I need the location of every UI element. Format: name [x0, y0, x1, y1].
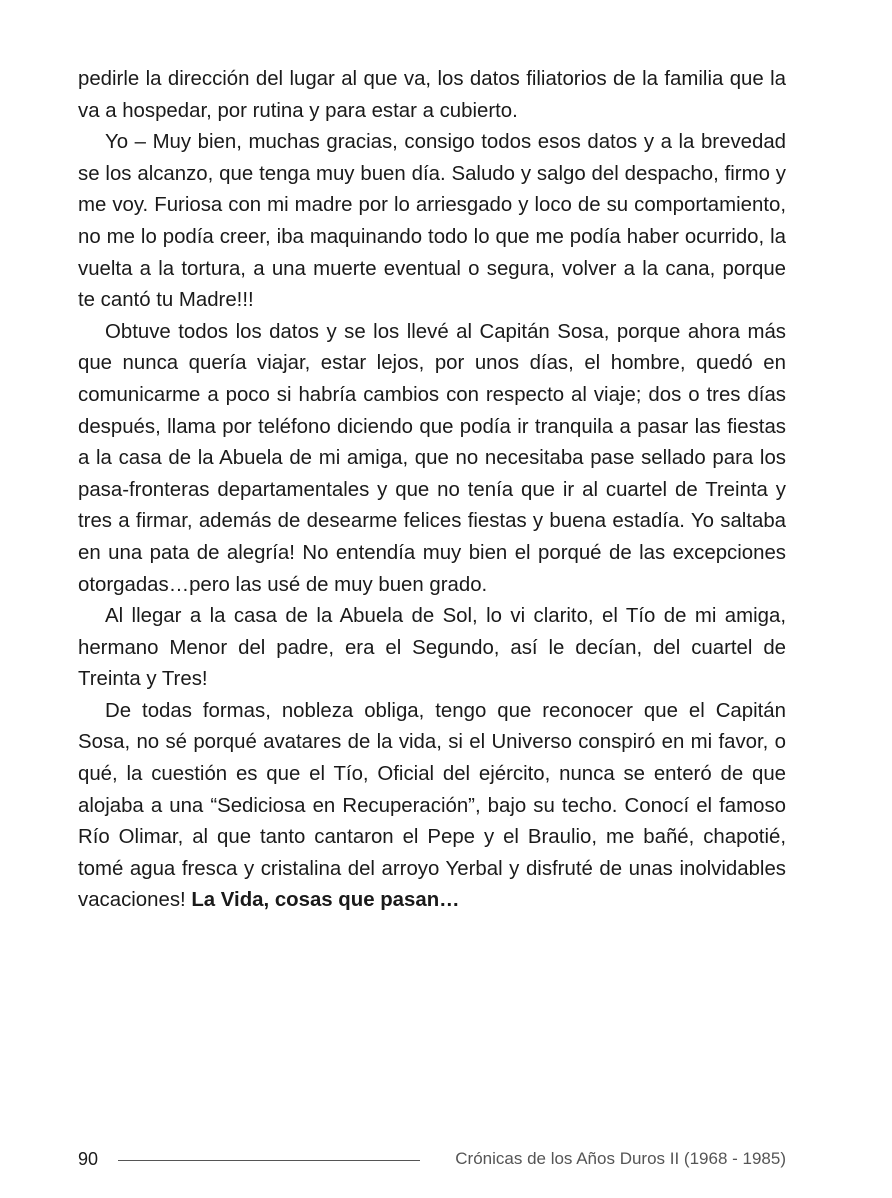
running-title: Crónicas de los Años Duros II (1968 - 1985)	[455, 1149, 786, 1168]
footer-rule	[118, 1160, 420, 1161]
page-number: 90	[78, 1149, 99, 1169]
page-body	[78, 64, 786, 917]
paragraph-2: Yo – Muy bien, muchas gracias, consigo todos esos datos y a la brevedad se los alcanzo, que tenga muy buen día. Saludo y salgo del despacho, firmo y me voy. Furiosa con mi madre por lo arriesgado y loco de su comportamiento, no me lo podía creer, iba maquinando todo lo que me podía haber ocurrido, la vuelta a la tortura, a una muerte eventual o segura, volver a la cana, porque te cantó tu Madre!!!	[78, 131, 786, 312]
paragraph-4: Al llegar a la casa de la Abuela de Sol, lo vi clarito, el Tío de mi amiga, hermano Menor del padre, era el Segundo, así le decían, del cuartel de Treinta y Tres!	[78, 605, 786, 691]
paragraph-1: pedirle la dirección del lugar al que va, los datos filiatorios de la familia que la va a hospedar, por rutina y para estar a cubierto.	[78, 68, 786, 122]
paragraph-3: Obtuve todos los datos y se los llevé al Capitán Sosa, porque ahora más que nunca quería viajar, estar lejos, por unos días, el hombre, quedó en comunicarme a poco si habría cambios con respecto al viaje; dos o tres días después, llama por teléfono diciendo que podía ir tranquila a pasar las fiestas a la casa de la Abuela de mi amiga, que no necesitaba pase sellado para los pasa-fronteras departamentales y que no tenía que ir al cuartel de Treinta y tres a firmar, además de desearme felices fiestas y buena estadía. Yo saltaba en una pata de alegría! No entendía muy bien el porqué de las excepciones otorgadas…pero las usé de muy buen grado.	[78, 320, 786, 596]
paragraph-5	[78, 696, 786, 917]
paragraph-5-text: De todas formas, nobleza obliga, tengo que reconocer que el Capitán Sosa, no sé porqué avatares de la vida, si el Universo conspiró en mi favor, o qué, la cuestión es que el Tío, Oficial del ejército, nunca se enteró de que alojaba a una “Sediciosa en Recuperación”, bajo su techo. Conocí el famoso Río Olimar, al que tanto cantaron el Pepe y el Braulio, me bañé, chapotié, tomé agua fresca y cristalina del arroyo Yerbal y disfruté de unas inolvidables vacaciones!	[78, 699, 786, 912]
closing-phrase: La Vida, cosas que pasan…	[191, 889, 460, 912]
page-footer	[78, 1146, 786, 1172]
